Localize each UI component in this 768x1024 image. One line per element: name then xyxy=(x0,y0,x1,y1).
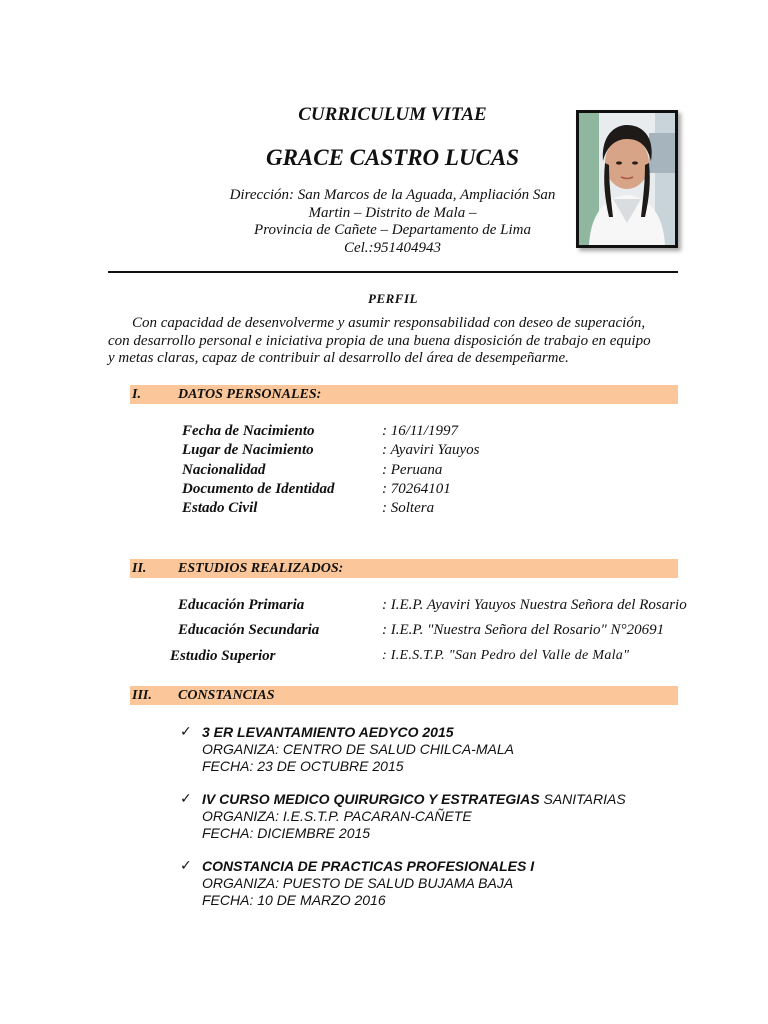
constancia-organiza: ORGANIZA: PUESTO DE SALUD BUJAMA BAJA xyxy=(202,875,514,891)
datos-value: : Soltera xyxy=(382,500,435,516)
constancia-title-rest: SANITARIAS xyxy=(539,791,626,807)
constancia-fecha: FECHA: DICIEMBRE 2015 xyxy=(202,825,371,841)
document-title: CURRICULUM VITAE xyxy=(298,104,487,125)
address-line: Martin – Distrito de Mala – xyxy=(308,204,477,221)
estudio-label: Estudio Superior xyxy=(170,648,276,664)
datos-label: Estado Civil xyxy=(182,500,258,516)
datos-value: : Ayaviri Yauyos xyxy=(382,442,480,458)
datos-label: Fecha de Nacimiento xyxy=(182,423,315,439)
perfil-line: con desarrollo personal e iniciativa propia de una buena disposición de trabajo en equipo xyxy=(108,332,651,349)
section-constancias xyxy=(130,686,678,705)
perfil-heading: PERFIL xyxy=(368,291,418,306)
section-title: CONSTANCIAS xyxy=(178,688,275,703)
datos-value: : 70264101 xyxy=(382,481,451,497)
section-estudios-realizados xyxy=(130,559,678,578)
estudio-value: : I.E.P. "Nuestra Señora del Rosario" N°20691 xyxy=(382,622,665,638)
section-title: DATOS PERSONALES: xyxy=(178,387,322,402)
datos-label: Lugar de Nacimiento xyxy=(182,442,314,458)
constancia-fecha: FECHA: 10 DE MARZO 2016 xyxy=(202,892,386,908)
checkmark-icon: ✓ xyxy=(180,723,192,739)
section-number: II. xyxy=(132,561,147,576)
address-line: Dirección: San Marcos de la Aguada, Ampliación San xyxy=(229,187,556,203)
profile-photo xyxy=(576,110,678,248)
candidate-name: GRACE CASTRO LUCAS xyxy=(265,145,520,170)
datos-label: Documento de Identidad xyxy=(182,481,335,497)
constancia-organiza: ORGANIZA: CENTRO DE SALUD CHILCA-MALA xyxy=(202,741,514,757)
section-number: III. xyxy=(132,688,152,703)
estudio-label: Educación Primaria xyxy=(178,597,305,613)
address-line: Provincia de Cañete – Departamento de Lima xyxy=(254,222,531,238)
estudio-label: Educación Secundaria xyxy=(178,622,320,638)
checkmark-icon: ✓ xyxy=(180,857,192,873)
header-divider xyxy=(108,271,678,273)
estudio-value: : I.E.P. Ayaviri Yauyos Nuestra Señora del Rosario xyxy=(382,597,687,613)
constancia-title: CONSTANCIA DE PRACTICAS PROFESIONALES I xyxy=(202,858,535,874)
datos-label: Nacionalidad xyxy=(182,462,266,478)
constancia-title: IV CURSO MEDICO QUIRURGICO Y ESTRATEGIAS xyxy=(202,791,540,807)
profile-photo-icon xyxy=(579,113,675,245)
section-title: ESTUDIOS REALIZADOS: xyxy=(178,561,344,576)
perfil-line: y metas claras, capaz de contribuir al desarrollo del área de desempeñarme. xyxy=(108,350,569,366)
constancia-title: 3 ER LEVANTAMIENTO AEDYCO 2015 xyxy=(202,724,454,740)
section-number: I. xyxy=(132,387,141,402)
phone-line: Cel.:951404943 xyxy=(343,239,442,256)
datos-value: : 16/11/1997 xyxy=(382,423,458,439)
section-datos-personales xyxy=(130,385,678,404)
constancia-organiza: ORGANIZA: I.E.S.T.P. PACARAN-CAÑETE xyxy=(202,808,472,824)
address-block xyxy=(200,187,585,257)
perfil-line: Con capacidad de desenvolverme y asumir responsabilidad con deseo de superación, xyxy=(132,315,646,331)
checkmark-icon: ✓ xyxy=(180,790,192,806)
datos-value: : Peruana xyxy=(382,462,443,478)
constancia-fecha: FECHA: 23 DE OCTUBRE 2015 xyxy=(202,758,404,774)
perfil-text xyxy=(108,315,678,368)
estudio-value: : I.E.S.T.P. "San Pedro del Valle de Mala" xyxy=(382,648,630,663)
